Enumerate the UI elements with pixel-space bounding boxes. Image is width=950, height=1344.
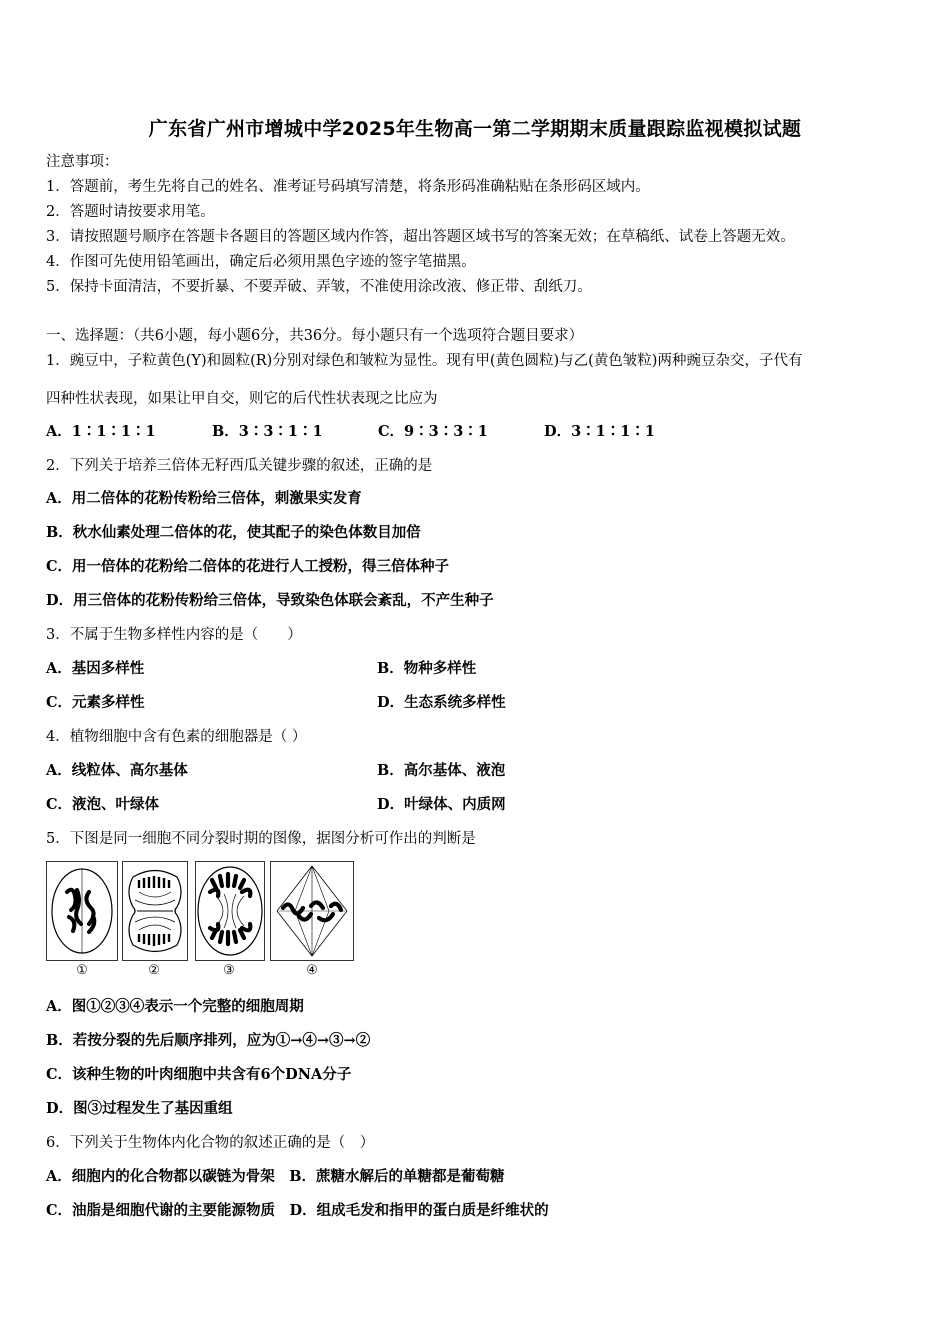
q1-option-c[interactable]: C．9∶3∶3∶1 [378,423,488,440]
q2-option-c[interactable]: C．用一倍体的花粉给二倍体的花进行人工授粉，得三倍体种子 [46,558,450,575]
q1-options [46,422,710,442]
q6-options-row1[interactable]: A．细胞内的化合物都以碳链为骨架 B．蔗糖水解后的单糖都是葡萄糖 [46,1168,505,1185]
cell-figure-2 [122,861,188,961]
q1-stem-line1: 1．豌豆中，子粒黄色(Y)和圆粒(R)分别对绿色和皱粒为显性。现有甲(黄色圆粒)与乙(黄色皱粒)两种豌豆杂交，子代有 [46,353,803,369]
notice-item: 4．作图可先使用铅笔画出，确定后必须用黑色字迹的签字笔描黑。 [46,254,476,270]
q3-option-a[interactable]: A．基因多样性 [46,660,145,677]
figure-label-4: ④ [306,963,318,978]
q3-stem: 3．不属于生物多样性内容的是（ ） [46,627,302,643]
metaphase-cell-drawing [271,862,353,960]
cell-figure-3 [195,861,265,961]
prophase-cell-drawing [47,862,117,960]
q3-option-b[interactable]: B．物种多样性 [377,660,477,677]
q1-option-b[interactable]: B．3∶3∶1∶1 [212,423,323,440]
notice-item: 5．保持卡面清洁，不要折暴、不要弄破、弄皱，不准使用涂改液、修正带、刮纸刀。 [46,279,592,295]
q4-stem: 4．植物细胞中含有色素的细胞器是（ ） [46,729,307,745]
q1-option-a[interactable]: A．1∶1∶1∶1 [46,423,156,440]
q5-option-d[interactable]: D．图③过程发生了基因重组 [46,1100,233,1117]
q5-option-a[interactable]: A．图①②③④表示一个完整的细胞周期 [46,998,304,1015]
figure-label-3: ③ [223,963,235,978]
q5-option-c[interactable]: C．该种生物的叶肉细胞中共含有6个DNA分子 [46,1066,352,1083]
notice-item: 3．请按照题号顺序在答题卡各题目的答题区域内作答，超出答题区域书写的答案无效；在草稿纸、试卷上答题无效。 [46,229,795,245]
notice-item: 2．答题时请按要求用笔。 [46,204,215,220]
anaphase-cell-drawing [196,862,264,960]
q1-stem-line2: 四种性状表现，如果让甲自交，则它的后代性状表现之比应为 [46,391,438,407]
q2-stem: 2．下列关于培养三倍体无籽西瓜关键步骤的叙述，正确的是 [46,458,433,474]
q4-option-d[interactable]: D．叶绿体、内质网 [377,796,506,813]
cell-figure-1 [46,861,118,961]
q6-options-row2[interactable]: C．油脂是细胞代谢的主要能源物质 D．组成毛发和指甲的蛋白质是纤维状的 [46,1202,549,1219]
cell-figure-4 [270,861,354,961]
figure-label-2: ② [148,963,160,978]
q3-option-d[interactable]: D．生态系统多样性 [377,694,506,711]
q4-option-b[interactable]: B．高尔基体、液泡 [377,762,506,779]
q2-option-b[interactable]: B．秋水仙素处理二倍体的花，使其配子的染色体数目加倍 [46,524,421,541]
q2-option-a[interactable]: A．用二倍体的花粉传粉给三倍体，刺激果实发育 [46,490,362,507]
q4-option-c[interactable]: C．液泡、叶绿体 [46,796,160,813]
figure-label-1: ① [76,963,88,978]
q1-option-d[interactable]: D．3∶1∶1∶1 [544,423,655,440]
notice-item: 1．答题前，考生先将自己的姓名、准考证号码填写清楚，将条形码准确粘贴在条形码区域内。 [46,179,650,195]
telophase-cell-drawing [123,862,187,960]
q3-option-c[interactable]: C．元素多样性 [46,694,145,711]
q6-stem: 6．下列关于生物体内化合物的叙述正确的是（ ） [46,1135,375,1151]
q4-option-a[interactable]: A．线粒体、高尔基体 [46,762,188,779]
section-heading: 一、选择题：（共6小题，每小题6分，共36分。每小题只有一个选项符合题目要求） [46,328,584,344]
notice-heading: 注意事项： [46,154,119,170]
q2-option-d[interactable]: D．用三倍体的花粉传粉给三倍体，导致染色体联会紊乱，不产生种子 [46,592,494,609]
q5-option-b[interactable]: B．若按分裂的先后顺序排列，应为①→④→③→② [46,1032,371,1049]
q5-stem: 5．下图是同一细胞不同分裂时期的图像，据图分析可作出的判断是 [46,831,476,847]
page-title: 广东省广州市增城中学2025年生物高一第二学期期末质量跟踪监视模拟试题 [148,118,802,140]
